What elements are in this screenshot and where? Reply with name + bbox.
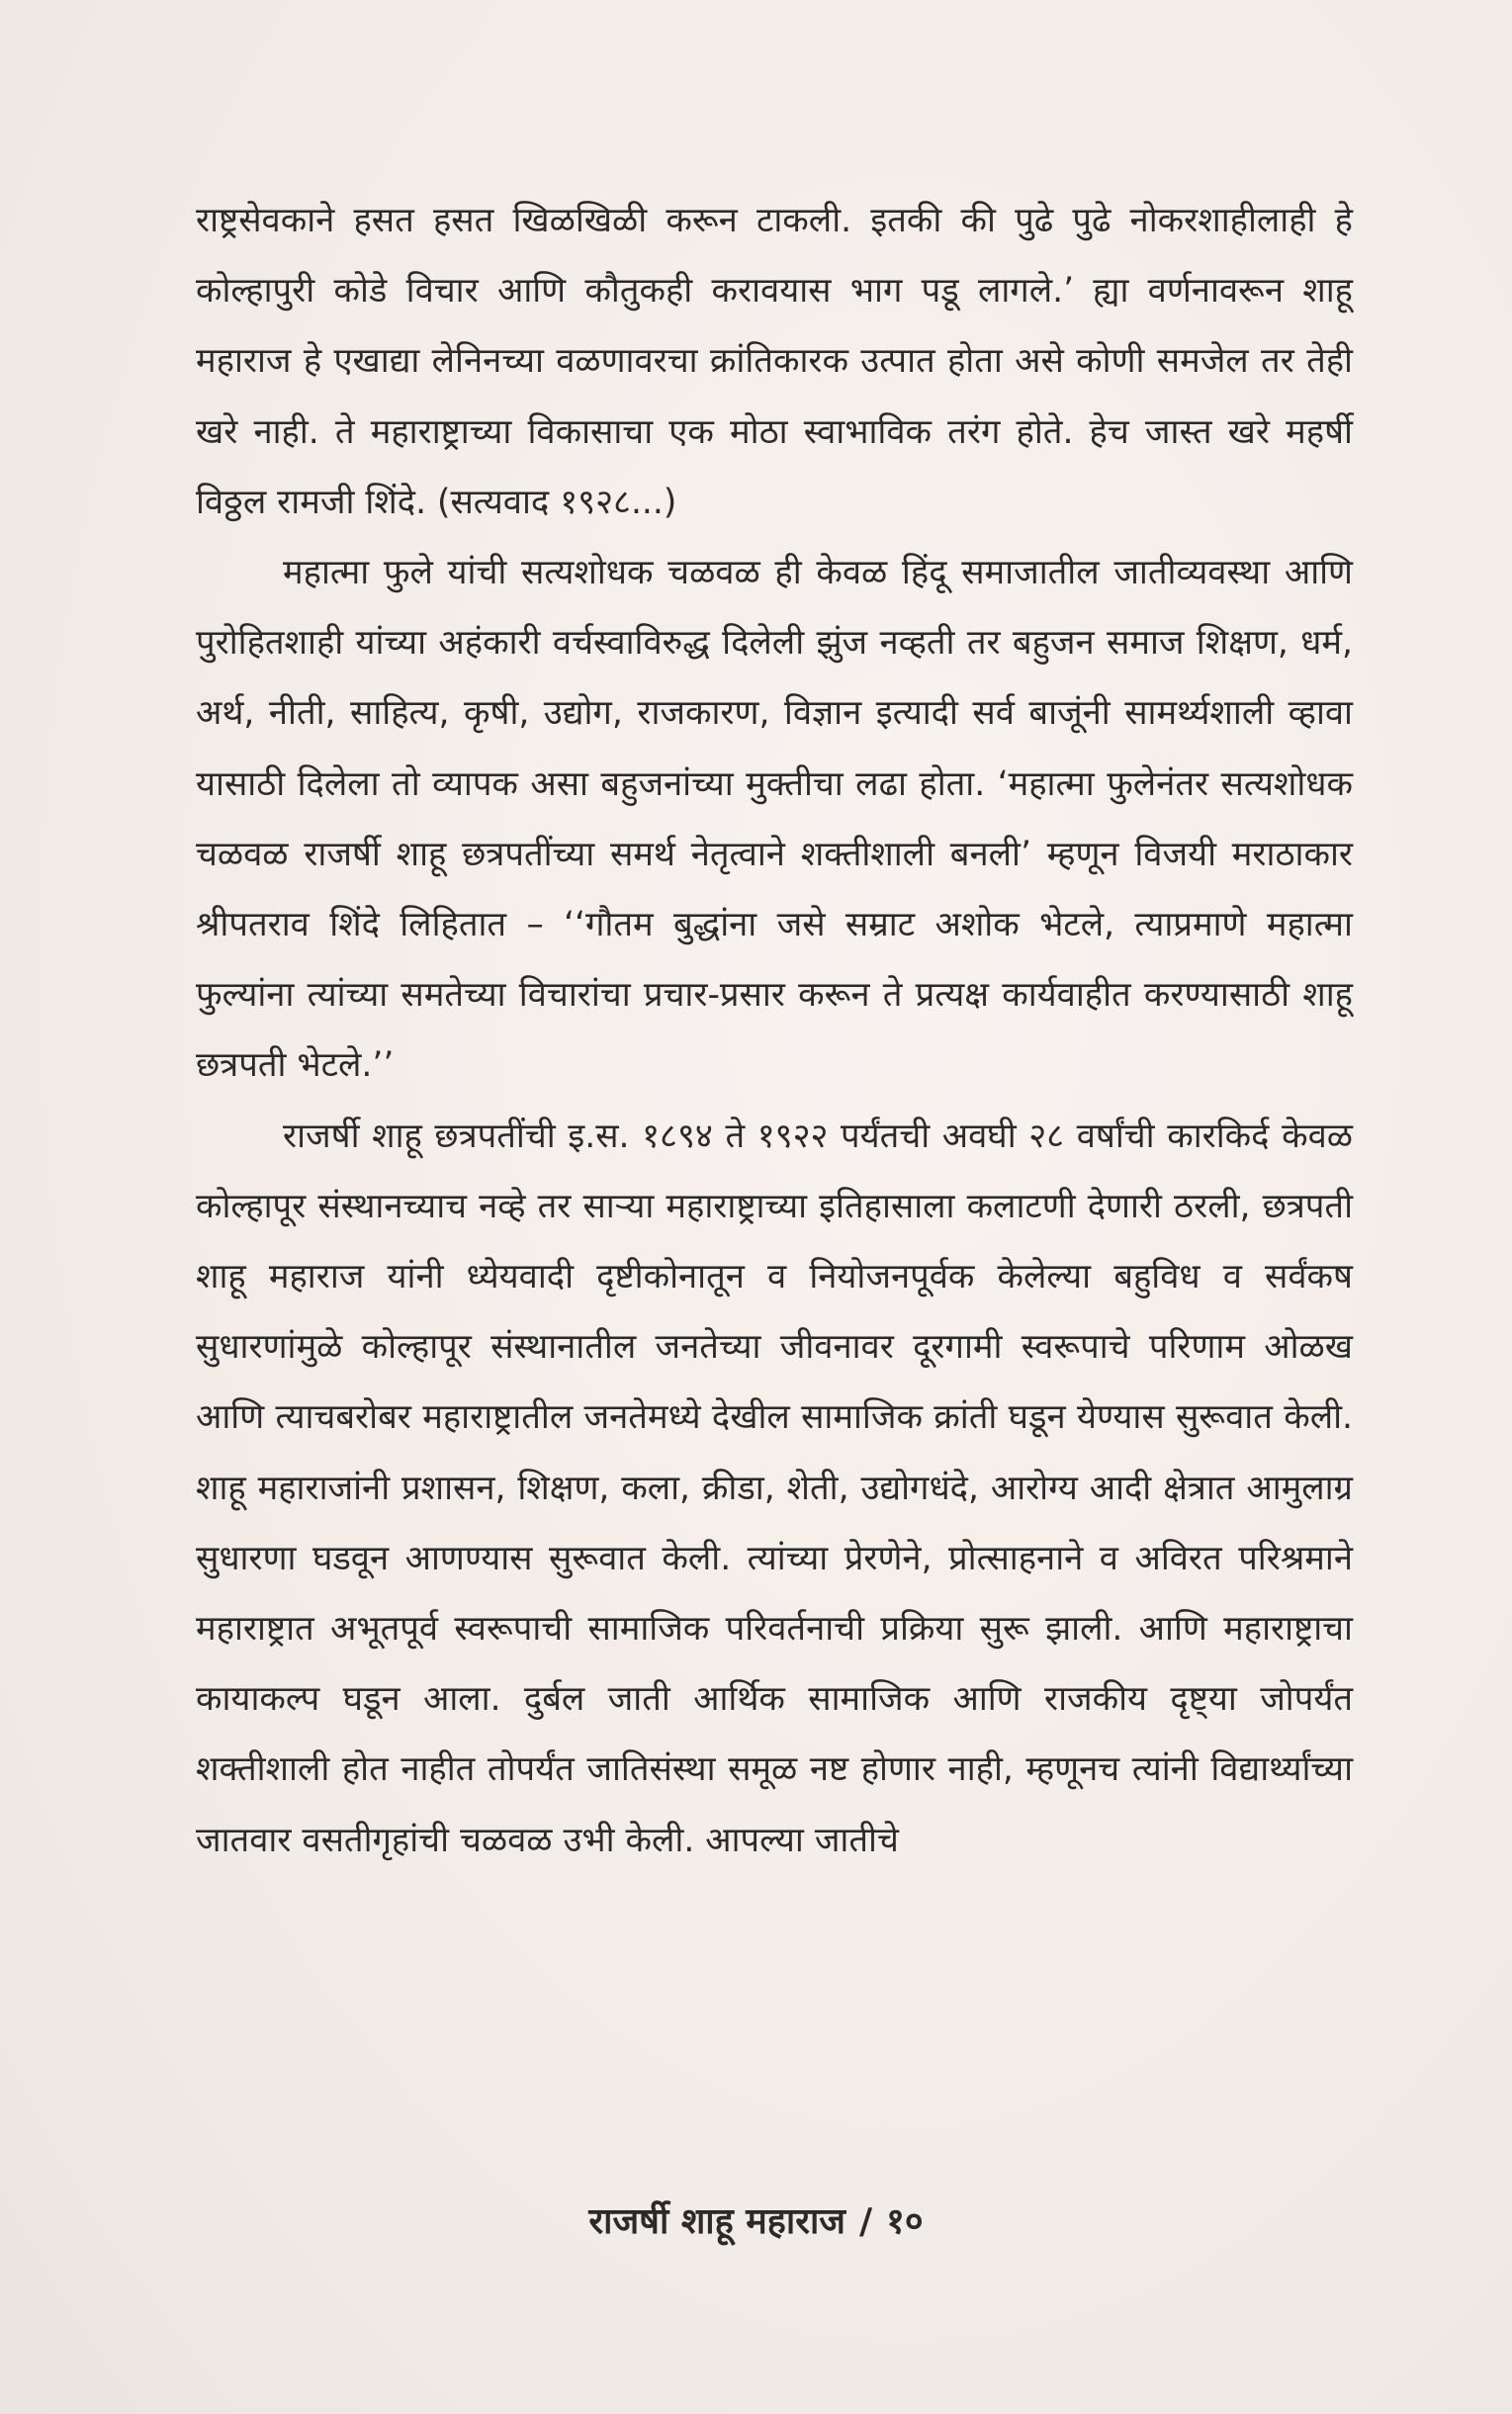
footer-separator: / <box>859 2201 873 2242</box>
page-number: १० <box>886 2201 924 2242</box>
book-title: राजर्षी शाहू महाराज <box>588 2201 845 2242</box>
paragraph-3: राजर्षी शाहू छत्रपतींची इ.स. १८९४ ते १९२२ पर्यंतची अवघी २८ वर्षांची कारकिर्द केवळ कोल्हापूर संस्थानच्याच नव्हे तर साऱ्या महाराष्ट्राच्या इतिहासाला कलाटणी देणारी ठरली, छत्रपती शाहू महाराज यांनी ध्येयवादी दृष्टीकोनातून व नियोजनपूर्वक केलेल्या बहुविध व सर्वंकष सुधारणांमुळे कोल्हापूर संस्थानातील जनतेच्या जीवनावर दूरगामी स्वरूपाचे परिणाम ओळख आणि त्याचबरोबर महाराष्ट्रातील जनतेमध्ये देखील सामाजिक क्रांती घडून येण्यास सुरूवात केली. शाहू महाराजांनी प्रशासन, शिक्षण, कला, क्रीडा, शेती, उद्योगधंदे, आरोग्य आदी क्षेत्रात आमुलाग्र सुधारणा घडवून आणण्यास सुरूवात केली. त्यांच्या प्रेरणेने, प्रोत्साहनाने व अविरत परिश्रमाने महाराष्ट्रात अभूतपूर्व स्वरूपाची सामाजिक परिवर्तनाची प्रक्रिया सुरू झाली. आणि महाराष्ट्राचा कायाकल्प घडून आला. दुर्बल जाती आर्थिक सामाजिक आणि राजकीय दृष्ट्या जोपर्यंत शक्तीशाली होत नाहीत तोपर्यंत जातिसंस्था समूळ नष्ट होणार नाही, म्हणूनच त्यांनी विद्यार्थ्यांच्या जातवार वसतीगृहांची चळवळ उभी केली. आपल्या जातीचे <box>196 1116 1353 1860</box>
paragraph-2: महात्मा फुले यांची सत्यशोधक चळवळ ही केवळ हिंदू समाजातील जातीव्यवस्था आणि पुरोहितशाही यांच्या अहंकारी वर्चस्वाविरुद्ध दिलेली झुंज नव्हती तर बहुजन समाज शिक्षण, धर्म, अर्थ, नीती, साहित्य, कृषी, उद्योग, राजकारण, विज्ञान इत्यादी सर्व बाजूंनी सामर्थ्यशाली व्हावा यासाठी दिलेला तो व्यापक असा बहुजनांच्या मुक्तीचा लढा होता. ‘महात्मा फुलेनंतर सत्यशोधक चळवळ राजर्षी शाहू छत्रपतींच्या समर्थ नेतृत्वाने शक्तीशाली बनली’ म्हणून विजयी मराठाकार श्रीपतराव शिंदे लिहितात – ‘‘गौतम बुद्धांना जसे सम्राट अशोक भेटले, त्याप्रमाणे महात्मा फुल्यांना त्यांच्या समतेच्या विचारांचा प्रचार-प्रसार करून ते प्रत्यक्ष कार्यवाहीत करण्यासाठी शाहू छत्रपती भेटले.’’ <box>196 553 1353 1086</box>
body-text <box>196 186 1353 1876</box>
paragraph-1: राष्ट्रसेवकाने हसत हसत खिळखिळी करून टाकली. इतकी की पुढे पुढे नोकरशाहीलाही हे कोल्हापुरी कोडे विचार आणि कौतुकही करावयास भाग पडू लागले.’ ह्या वर्णनावरून शाहू महाराज हे एखाद्या लेनिनच्या वळणावरचा क्रांतिकारक उत्पात होता असे कोणी समजेल तर तेही खरे नाही. ते महाराष्ट्राच्या विकासाचा एक मोठा स्वाभाविक तरंग होते. हेच जास्त खरे महर्षी विठ्ठल रामजी शिंदे. (सत्यवाद १९२८...) <box>196 201 1353 522</box>
page-footer <box>0 2195 1512 2244</box>
